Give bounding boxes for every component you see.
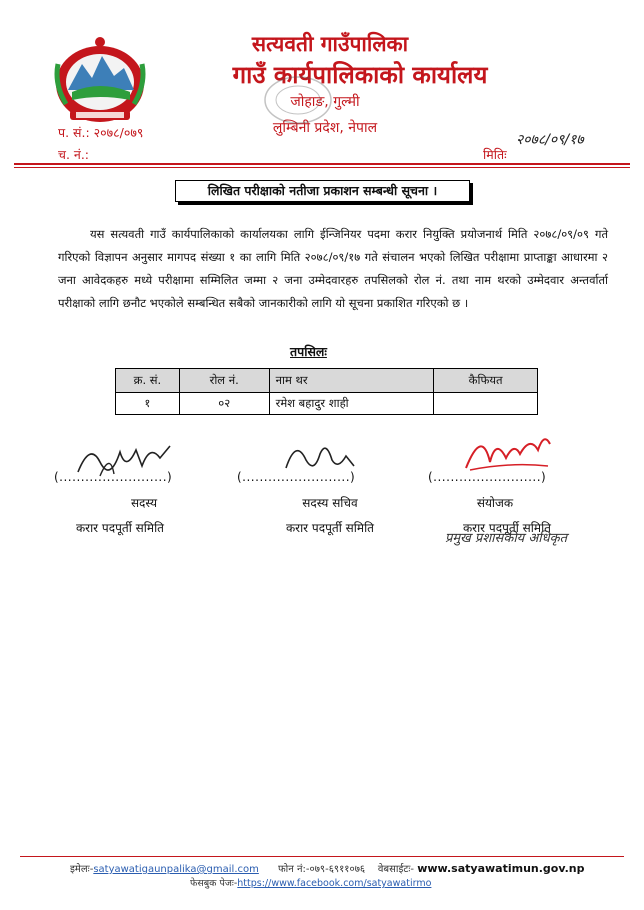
municipality-name: सत्यवती गाउँपालिका: [251, 31, 409, 56]
website-label: वेबसाईटः-: [377, 864, 415, 875]
footer-facebook: [190, 876, 431, 889]
coordinator-title: संयोजक: [476, 496, 514, 510]
cell-roll: ०२: [179, 393, 269, 415]
email-link[interactable]: satyawatigaunpalika@gmail.com: [93, 864, 259, 875]
coordinator-signature: [460, 424, 556, 476]
cell-name: रमेश बहादुर शाही: [269, 393, 434, 415]
cell-remarks: [434, 393, 538, 415]
header-divider-top: [14, 163, 630, 165]
coordinator-committee: करार पदपूर्ती समिति: [462, 521, 552, 535]
nepal-emblem-icon: [52, 34, 148, 126]
phone-number: फोन नं:-०७९-६९११०७६: [277, 864, 366, 875]
footer-contact: [70, 861, 630, 875]
office-location: जोहाङ, गुल्मी: [290, 94, 360, 110]
office-province: लुम्बिनी प्रदेश, नेपाल: [272, 120, 378, 136]
email-label: इमेलः-: [70, 864, 94, 875]
table-header-row: [116, 369, 538, 393]
facebook-link[interactable]: https://www.facebook.com/satyawatirmo: [237, 878, 432, 889]
website-link[interactable]: www.satyawatimun.gov.np: [417, 862, 585, 875]
result-table: [115, 368, 538, 415]
date-label: मितिः: [483, 147, 507, 162]
coordinator-signature-line: (.........................): [428, 470, 547, 484]
table-row: [116, 393, 538, 415]
cao-handwritten-title: प्रमुख प्रशासकीय अधिकृत: [445, 531, 568, 546]
col-remarks: कैफियत: [434, 369, 538, 393]
header-divider-bottom: [14, 167, 630, 168]
secretary-title: सदस्य सचिव: [302, 496, 358, 510]
member-title: सदस्य: [130, 496, 158, 510]
facebook-label: फेसबुक पेजः-: [190, 878, 238, 889]
details-heading: तपसिलः: [290, 344, 327, 359]
member-signature-line: (.........................): [54, 470, 173, 484]
col-roll: रोल नं.: [179, 369, 269, 393]
secretary-committee: करार पदपूर्ती समिति: [285, 521, 375, 535]
office-stamp-icon: [262, 74, 334, 126]
footer-divider: [20, 856, 624, 857]
secretary-signature-line: (.........................): [237, 470, 356, 484]
col-sn: क्र. सं.: [116, 369, 180, 393]
member-committee: करार पदपूर्ती समिति: [75, 521, 165, 535]
col-name: नाम थर: [269, 369, 434, 393]
notice-body: यस सत्यवती गाउँ कार्यपालिकाको कार्यालयका लागि ईन्जिनियर पदमा करार नियुक्ति प्रयोजनार्थ मिति २०७८/०९/०९ गते गरिएको विज्ञापन अनुसार मागपद संख्या १ का लागि मिति २०७८/०९/१७ गते संचालन भएको लिखित परीक्षामा प्राप्ताङ्का आधारमा २ जना आवेदकहरु मध्ये परीक्षामा सम्मिलित जम्मा २ जना उम्मेदवारहरु तपसिलको रोल नं. तथा नाम थरको उम्मेदवार अन्तर्वार्ता परीक्षाको लागि छनौट भएकोले सम्बन्धित सबैको जानकारीको लागि यो सूचना प्रकाशित गरिएको छ ।: [58, 227, 608, 310]
dispatch-number: च. नं.:: [58, 147, 90, 162]
cell-sn: १: [116, 393, 180, 415]
office-name: गाउँ कार्यपालिकाको कार्यालय: [232, 60, 488, 89]
letter-reference-number: प. सं.: २०७८/०७९: [58, 125, 144, 140]
notice-title: लिखित परीक्षाको नतीजा प्रकाशन सम्बन्धी सूचना ।: [175, 180, 470, 202]
date-value: २०७८/०९/१७: [516, 132, 584, 148]
